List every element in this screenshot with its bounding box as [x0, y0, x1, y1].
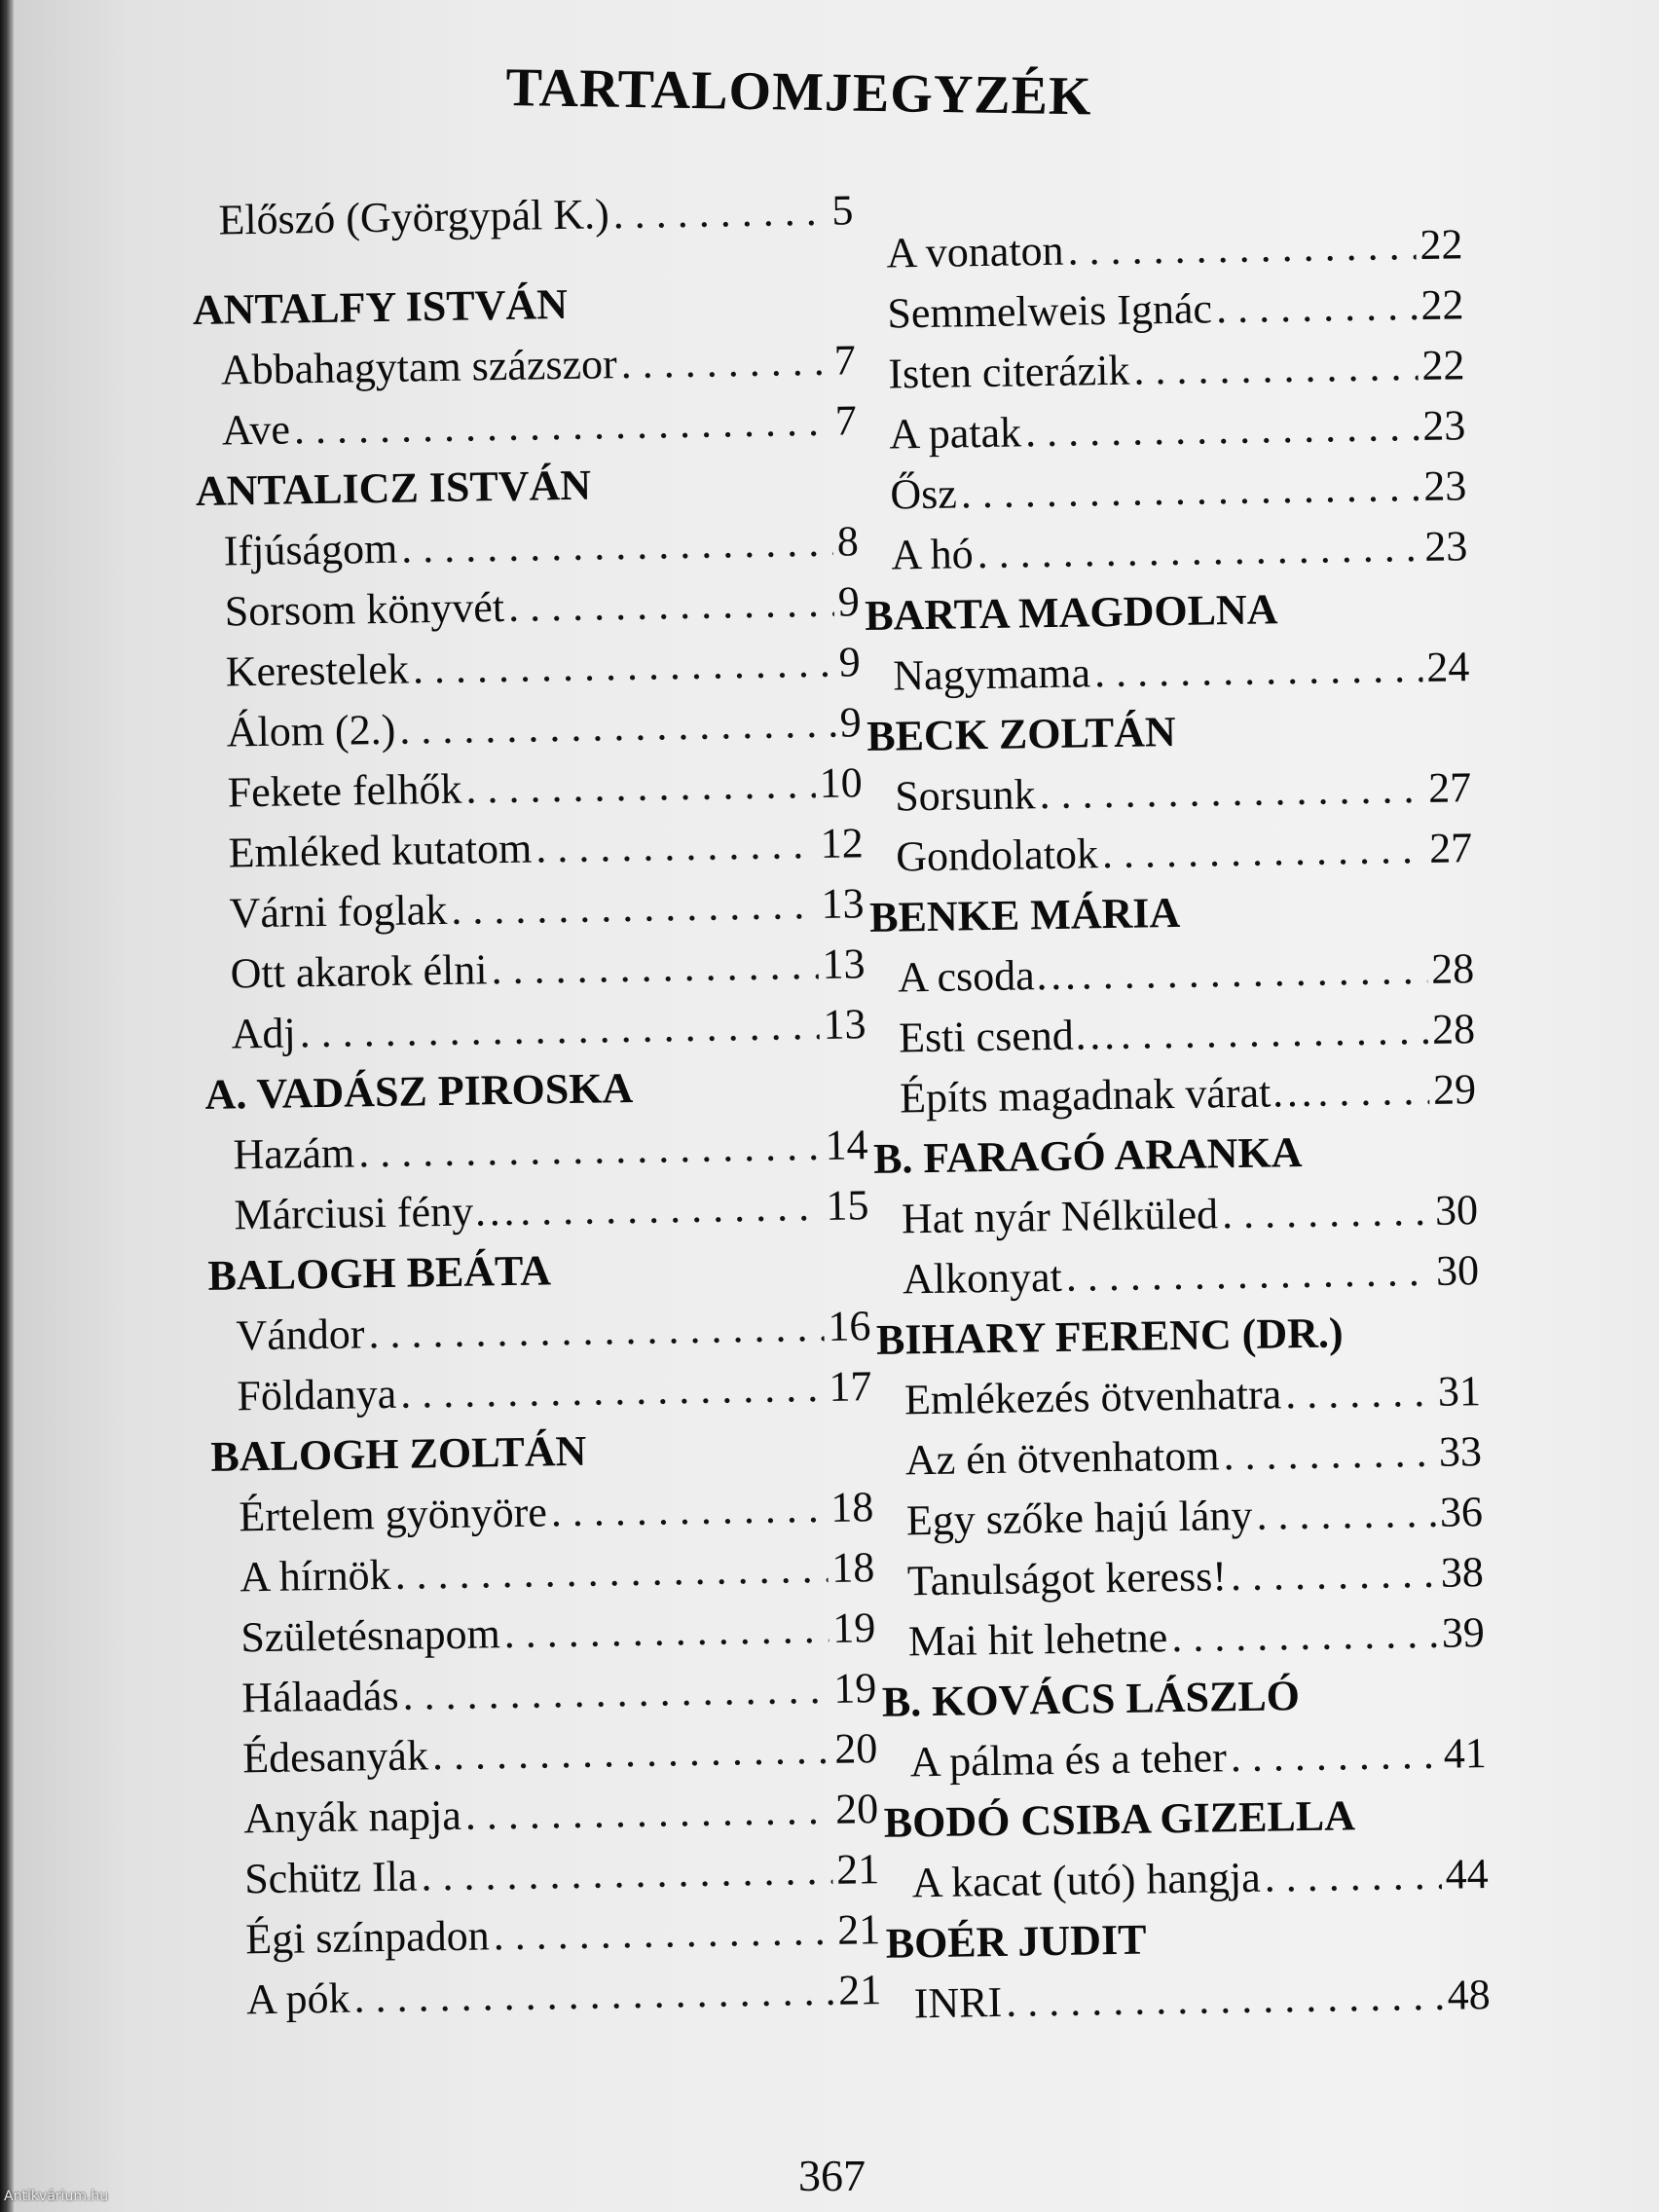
- toc-entry: [209, 1356, 872, 1427]
- author-heading: BALOGH BEÁTA: [207, 1246, 552, 1300]
- entry-page-number: 7: [834, 396, 858, 445]
- entry-title: A hírnök: [239, 1550, 391, 1602]
- entry-page-number: 17: [828, 1362, 872, 1411]
- entry-page-number: 24: [1425, 643, 1470, 691]
- dot-leader: [1216, 276, 1418, 339]
- entry-title: Anyák napja: [242, 1790, 462, 1843]
- entry-page-number: 33: [1438, 1427, 1483, 1476]
- entry-title: Vándor: [236, 1309, 365, 1360]
- author-heading: BOÉR JUDIT: [885, 1915, 1147, 1968]
- entry-title: A hó: [890, 530, 975, 579]
- entry-page-number: 29: [1432, 1065, 1477, 1114]
- entry-page-number: 44: [1445, 1850, 1490, 1899]
- entry-page-number: 23: [1422, 461, 1467, 510]
- dot-leader: [400, 1357, 826, 1424]
- author-heading: BALOGH ZOLTÁN: [210, 1426, 587, 1481]
- dot-leader: [550, 1478, 827, 1542]
- entry-page-number: 19: [831, 1604, 876, 1652]
- entry-page-number: 5: [831, 186, 854, 235]
- entry-page-number: 48: [1447, 1971, 1492, 2019]
- toc-entry: [861, 335, 1465, 405]
- entry-title: Értelem gyönyöre: [239, 1488, 548, 1541]
- entry-title: Márciusi fény…: [234, 1186, 517, 1239]
- dot-leader: [353, 1961, 835, 2029]
- dot-leader: [401, 512, 834, 579]
- entry-page-number: 20: [833, 1724, 878, 1773]
- entry-page-number: 9: [839, 698, 863, 747]
- toc-entry: [218, 1899, 881, 1971]
- entry-title: A kacat (utó) hangja: [911, 1853, 1262, 1907]
- toc-entry: [194, 390, 857, 461]
- entry-page-number: 27: [1427, 763, 1472, 812]
- toc-entry: [880, 1603, 1485, 1673]
- entry-page-number: 13: [823, 1000, 866, 1049]
- dot-leader: [1101, 819, 1425, 884]
- entry-page-number: 21: [837, 1966, 882, 2014]
- entry-page-number: 21: [836, 1905, 881, 1954]
- entry-page-number: 31: [1437, 1367, 1482, 1416]
- toc-entry: [879, 1542, 1484, 1612]
- toc-entry: [211, 1477, 874, 1548]
- toc-left-column: [191, 180, 882, 2030]
- entry-page-number: 19: [832, 1664, 877, 1713]
- entry-page-number: 27: [1428, 824, 1473, 872]
- toc-entry: [203, 994, 866, 1065]
- dot-leader: [299, 995, 820, 1063]
- entry-title: Hat nyár Nélküled: [901, 1190, 1219, 1243]
- entry-title: Isten citerázik: [888, 346, 1130, 398]
- toc-entry: [199, 692, 862, 763]
- toc-entry: [203, 934, 866, 1005]
- toc-entry: [191, 180, 854, 251]
- dot-leader: [1230, 1724, 1440, 1788]
- page-title: TARTALOMJEGYZÉK: [505, 56, 1093, 128]
- dot-leader: [402, 1659, 830, 1726]
- toc-entry: [196, 511, 859, 582]
- author-heading: BIHARY FERENC (DR.): [875, 1309, 1344, 1364]
- toc-entry: [206, 1175, 869, 1246]
- author-heading: BECK ZOLTÁN: [866, 707, 1177, 760]
- toc-entry: [216, 1779, 879, 1850]
- dot-leader: [1171, 1604, 1439, 1668]
- entry-page-number: 18: [830, 1483, 874, 1531]
- dot-leader: [1256, 1483, 1436, 1546]
- toc-entry: [193, 330, 856, 401]
- entry-page-number: 20: [834, 1785, 879, 1833]
- entry-title: Esti csend…: [898, 1010, 1118, 1062]
- entry-title: Emléked kutatom: [228, 824, 533, 877]
- dot-leader: [1065, 1241, 1432, 1308]
- dot-leader: [520, 1176, 823, 1241]
- entry-title: A patak: [889, 408, 1022, 459]
- entry-page-number: 10: [819, 758, 864, 807]
- entry-title: Emlékezés ötvenhatra: [903, 1370, 1282, 1424]
- dot-leader: [1039, 758, 1425, 825]
- author-heading: ANTALFY ISTVÁN: [192, 279, 569, 334]
- entry-page-number: 23: [1421, 401, 1466, 450]
- dot-leader: [1223, 1422, 1435, 1486]
- toc-entry: [862, 395, 1466, 465]
- dot-leader: [368, 1297, 825, 1364]
- entry-title: Égi színpadon: [244, 1911, 491, 1964]
- dot-leader: [358, 1116, 822, 1183]
- dot-leader: [1094, 638, 1423, 703]
- toc-entry: [214, 1658, 877, 1729]
- entry-page-number: 18: [830, 1543, 875, 1592]
- entry-title: Előszó (Györgypál K.): [218, 190, 610, 244]
- entry-page-number: 22: [1420, 341, 1465, 389]
- dot-leader: [977, 517, 1421, 584]
- dot-leader: [493, 1900, 833, 1966]
- entry-title: Születésnapom: [240, 1609, 501, 1662]
- entry-title: INRI: [913, 1977, 1003, 2028]
- toc-entry: [217, 1839, 880, 1910]
- dot-leader: [1285, 1362, 1435, 1424]
- entry-page-number: 14: [825, 1121, 868, 1169]
- toc-entry: [877, 1421, 1482, 1492]
- dot-leader: [1230, 1543, 1437, 1606]
- toc-entry: [215, 1718, 878, 1789]
- dot-leader: [1317, 1060, 1430, 1123]
- dot-leader: [1006, 1966, 1444, 2033]
- entry-page-number: 8: [836, 517, 860, 566]
- toc-entry: [882, 1723, 1487, 1793]
- toc-entry: [870, 939, 1475, 1009]
- entry-title: Az én ötvenhatom: [904, 1431, 1220, 1485]
- entry-title: Sorsom könyvét: [224, 582, 505, 636]
- toc-right-column: [859, 214, 1491, 2035]
- entry-page-number: 38: [1440, 1548, 1485, 1597]
- entry-title: Gondolatok: [895, 830, 1099, 881]
- toc-entry: [200, 753, 863, 824]
- toc-entry: [863, 456, 1467, 526]
- toc-entry: [212, 1537, 875, 1608]
- toc-entry: [864, 516, 1468, 586]
- dot-leader: [421, 1840, 833, 1907]
- entry-title: Álom (2.): [226, 705, 396, 756]
- page-number: 367: [798, 2151, 866, 2200]
- dot-leader: [612, 181, 829, 244]
- dot-leader: [535, 814, 817, 879]
- dot-leader: [293, 391, 831, 461]
- entry-title: Édesanyák: [241, 1731, 429, 1783]
- dot-leader: [960, 457, 1419, 524]
- toc-entry: [868, 818, 1473, 888]
- entry-title: Alkonyat: [902, 1252, 1063, 1304]
- entry-title: Semmelweis Ignác: [887, 284, 1213, 338]
- entry-page-number: 22: [1419, 220, 1463, 269]
- dot-leader: [491, 935, 819, 1000]
- toc-entry: [205, 1115, 868, 1186]
- entry-title: Adj: [231, 1009, 296, 1058]
- entry-page-number: 13: [822, 940, 866, 988]
- entry-page-number: 30: [1435, 1246, 1480, 1295]
- entry-title: A csoda…: [897, 950, 1079, 1002]
- entry-page-number: 15: [826, 1181, 869, 1230]
- dot-leader: [465, 754, 816, 820]
- entry-page-number: 30: [1434, 1186, 1479, 1235]
- entry-title: Mai hit lehetne: [907, 1613, 1168, 1666]
- dot-leader: [464, 1780, 831, 1846]
- entry-title: Abbahagytam százszor: [220, 340, 618, 394]
- toc-entry: [208, 1296, 871, 1367]
- entry-title: A pók: [245, 1973, 350, 2024]
- toc-entry: [202, 873, 865, 944]
- dot-leader: [1264, 1845, 1442, 1908]
- entry-page-number: 7: [833, 336, 857, 385]
- entry-page-number: 36: [1439, 1488, 1484, 1536]
- toc-entry: [871, 999, 1476, 1069]
- entry-page-number: 21: [835, 1845, 880, 1894]
- entry-page-number: 13: [821, 879, 865, 928]
- entry-title: Földanya: [237, 1369, 397, 1420]
- entry-title: Ifjúságom: [223, 524, 398, 575]
- entry-title: Ott akarok élni: [230, 945, 488, 998]
- author-heading: A. VADÁSZ PIROSKA: [204, 1063, 634, 1119]
- entry-title: Ave: [221, 405, 291, 455]
- toc-entry: [197, 571, 860, 643]
- entry-page-number: 22: [1419, 280, 1464, 329]
- entry-title: Építs magadnak várat…: [899, 1067, 1314, 1123]
- toc-entry: [877, 1361, 1482, 1431]
- entry-title: Várni foglak: [229, 885, 448, 938]
- entry-title: Hazám: [233, 1128, 355, 1179]
- author-heading: BARTA MAGDOLNA: [864, 585, 1278, 640]
- dot-leader: [1081, 940, 1427, 1006]
- entry-page-number: 28: [1431, 1005, 1476, 1053]
- dot-leader: [412, 633, 835, 700]
- dot-leader: [394, 1538, 829, 1605]
- entry-title: Sorsunk: [894, 770, 1036, 821]
- dot-leader: [503, 1599, 830, 1664]
- entry-title: A pálma és a teher: [909, 1733, 1228, 1787]
- entry-page-number: 41: [1443, 1729, 1488, 1778]
- entry-page-number: 39: [1441, 1608, 1486, 1657]
- dot-leader: [1222, 1181, 1432, 1244]
- toc-entry: [878, 1482, 1483, 1552]
- entry-title: Hálaadás: [240, 1671, 399, 1722]
- dot-leader: [620, 331, 830, 394]
- toc-entry: [859, 214, 1463, 284]
- entry-title: Ősz: [889, 469, 958, 519]
- toc-entry: [201, 813, 864, 884]
- entry-page-number: 9: [838, 638, 862, 686]
- dot-leader: [399, 693, 836, 760]
- toc-entry: [875, 1240, 1480, 1310]
- dot-leader: [1025, 396, 1419, 462]
- dot-leader: [431, 1719, 830, 1786]
- entry-title: Fekete felhők: [227, 764, 462, 817]
- toc-entry: [219, 1960, 882, 2031]
- dot-leader: [1120, 1000, 1428, 1065]
- toc-entry: [867, 757, 1472, 828]
- dot-leader: [451, 874, 818, 940]
- entry-page-number: 23: [1423, 522, 1468, 571]
- entry-title: Egy szőke hajú lány: [905, 1491, 1253, 1545]
- entry-title: Kerestelek: [225, 645, 410, 696]
- toc-entry: [860, 275, 1464, 345]
- entry-page-number: 9: [837, 577, 861, 626]
- page-edge-shadow: [0, 0, 14, 2212]
- entry-page-number: 28: [1430, 944, 1475, 993]
- author-heading: B. KOVÁCS LÁSZLÓ: [881, 1672, 1301, 1726]
- entry-title: A vonaton: [886, 226, 1064, 277]
- toc-entry: [874, 1180, 1479, 1250]
- watermark: Antikvárium.hu: [4, 2189, 109, 2204]
- entry-title: Tanulságot keress!: [906, 1552, 1228, 1605]
- toc-entry: [866, 637, 1470, 707]
- toc-entry: [872, 1059, 1477, 1129]
- toc-entry: [198, 632, 861, 703]
- entry-title: Schütz Ila: [243, 1852, 418, 1903]
- toc-entry: [886, 1965, 1491, 2035]
- entry-page-number: 12: [820, 819, 864, 867]
- dot-leader: [1067, 215, 1417, 281]
- author-heading: BENKE MÁRIA: [868, 888, 1181, 941]
- entry-title: Nagymama: [892, 648, 1091, 700]
- dot-leader: [508, 572, 835, 638]
- author-heading: B. FARAGÓ ARANKA: [872, 1127, 1303, 1183]
- toc-entry: [213, 1598, 876, 1669]
- author-heading: BODÓ CSIBA GIZELLA: [883, 1791, 1356, 1847]
- dot-leader: [1133, 336, 1419, 401]
- toc-entry: [884, 1844, 1489, 1914]
- author-heading: ANTALICZ ISTVÁN: [195, 461, 592, 515]
- entry-page-number: 16: [828, 1302, 871, 1350]
